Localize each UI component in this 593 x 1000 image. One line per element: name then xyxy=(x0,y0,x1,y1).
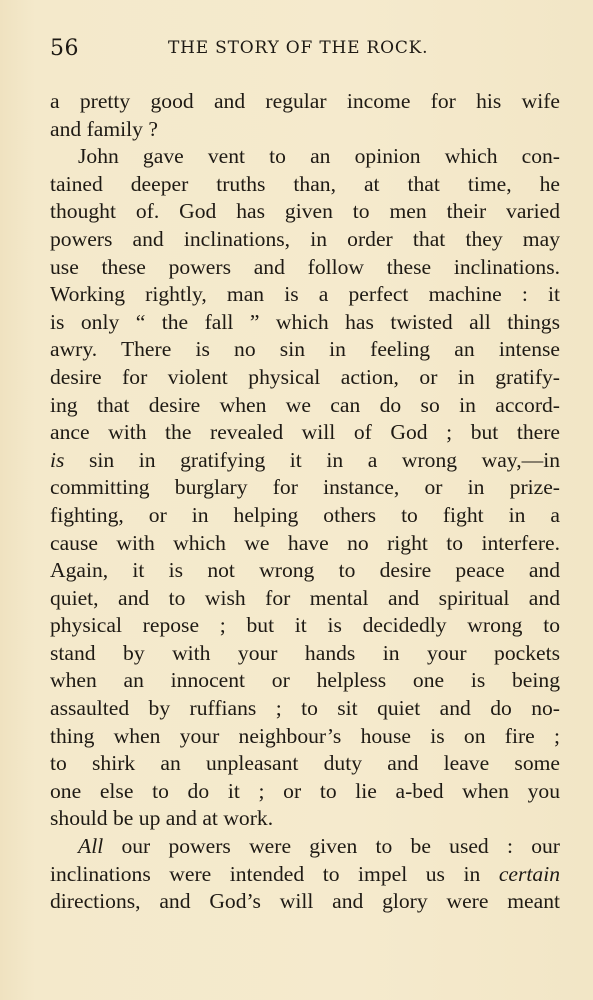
text-line xyxy=(50,861,560,889)
text-line: physical repose ; but it is decidedly wrong to xyxy=(50,613,560,638)
text-run: inclinations were intended to impel us in xyxy=(50,861,499,886)
text-line: and family ? xyxy=(50,116,158,141)
text-line: quiet, and to wish for mental and spiritual and xyxy=(50,585,560,610)
text-line: cause with which we have no right to interfere. xyxy=(50,530,560,555)
text-run: our powers were given to be used : our xyxy=(103,834,560,859)
italic-text: certain xyxy=(498,861,560,886)
text-line: committing burglary for instance, or in prize- xyxy=(50,475,560,500)
text-line: desire for violent physical action, or in gratify- xyxy=(50,364,560,389)
text-line: is only “ the fall ” which has twisted all things xyxy=(50,309,560,334)
text-line xyxy=(50,833,560,861)
text-line: thing when your neighbour’s house is on fire ; xyxy=(50,723,560,748)
text-line: John gave vent to an opinion which con- xyxy=(78,144,560,169)
text-line: Again, it is not wrong to desire peace and xyxy=(50,558,560,583)
page-header xyxy=(50,36,560,66)
text-line: thought of. God has given to men their varied xyxy=(50,199,560,224)
text-line: ing that desire when we can do so in accord- xyxy=(50,392,560,417)
text-line: fighting, or in helping others to fight in a xyxy=(50,502,560,527)
text-line: use these powers and follow these inclinations. xyxy=(50,254,560,279)
text-line: ance with the revealed will of God ; but there xyxy=(50,420,560,445)
page-number: 56 xyxy=(50,36,79,61)
text-line: directions, and God’s will and glory were meant xyxy=(50,889,560,914)
text-line: Working rightly, man is a perfect machine : it xyxy=(50,282,560,307)
text-line: should be up and at work. xyxy=(50,806,274,831)
text-line: assaulted by ruffians ; to sit quiet and do no- xyxy=(50,696,560,721)
italic-text: is xyxy=(50,447,65,472)
text-line: a pretty good and regular income for his wife xyxy=(50,89,560,113)
text-line: one else to do it ; or to lie a-bed when you xyxy=(50,778,560,803)
text-line: to shirk an unpleasant duty and leave some xyxy=(50,751,560,776)
text-line: powers and inclinations, in order that they may xyxy=(50,226,560,251)
text-line: when an innocent or helpless one is being xyxy=(50,668,560,693)
text-line: awry. There is no sin in feeling an intense xyxy=(50,337,560,362)
running-title: THE STORY OF THE ROCK. xyxy=(168,38,429,58)
text-line xyxy=(50,447,560,475)
italic-text: All xyxy=(78,834,104,859)
text-run: sin in gratifying it in a wrong way,—in xyxy=(64,447,560,472)
text-line: tained deeper truths than, at that time, he xyxy=(50,171,560,196)
text-line: stand by with your hands in your pockets xyxy=(50,640,560,665)
body-text xyxy=(50,88,560,916)
